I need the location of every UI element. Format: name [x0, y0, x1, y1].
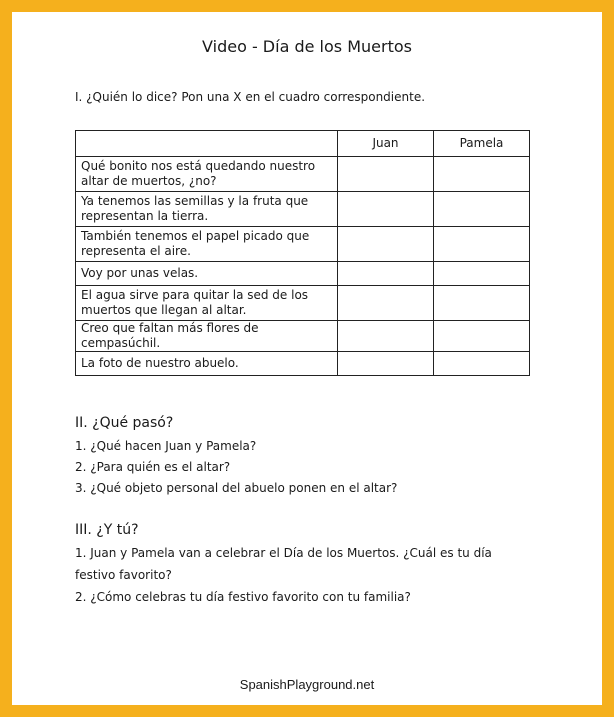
juan-checkbox-cell[interactable] [338, 286, 434, 321]
table-header-pamela: Pamela [434, 131, 530, 157]
page-title: Video - Día de los Muertos [202, 37, 412, 56]
quote-cell: Voy por unas velas. [76, 262, 338, 286]
pamela-checkbox-cell[interactable] [434, 192, 530, 227]
table-row [76, 321, 530, 352]
section-three-heading: III. ¿Y tú? [75, 522, 139, 538]
juan-checkbox-cell[interactable] [338, 192, 434, 227]
who-says-it-table [75, 130, 530, 376]
quote-cell: Qué bonito nos está quedando nuestro altar de muertos, ¿no? [76, 157, 338, 192]
table-header-row [76, 131, 530, 157]
pamela-checkbox-cell[interactable] [434, 227, 530, 262]
table-row [76, 352, 530, 376]
section-two-heading: II. ¿Qué pasó? [75, 415, 174, 431]
quote-cell: La foto de nuestro abuelo. [76, 352, 338, 376]
pamela-checkbox-cell[interactable] [434, 157, 530, 192]
footer-site-link[interactable]: SpanishPlayground.net [239, 677, 375, 692]
question-item: 1. Juan y Pamela van a celebrar el Día de los Muertos. ¿Cuál es tu día festivo favorito? [75, 546, 492, 582]
pamela-checkbox-cell[interactable] [434, 321, 530, 352]
table-row [76, 157, 530, 192]
table-header-quote [76, 131, 338, 157]
table-row [76, 192, 530, 227]
section-one-heading: I. ¿Quién lo dice? Pon una X en el cuadro correspondiente. [75, 90, 426, 104]
pamela-checkbox-cell[interactable] [434, 286, 530, 321]
quote-cell: Creo que faltan más flores de cempasúchil. [76, 321, 338, 352]
juan-checkbox-cell[interactable] [338, 352, 434, 376]
table-row [76, 286, 530, 321]
juan-checkbox-cell[interactable] [338, 157, 434, 192]
pamela-checkbox-cell[interactable] [434, 262, 530, 286]
juan-checkbox-cell[interactable] [338, 321, 434, 352]
table-row [76, 262, 530, 286]
question-item: 2. ¿Cómo celebras tu día festivo favorito con tu familia? [75, 590, 411, 604]
question-item: 2. ¿Para quién es el altar? [75, 460, 231, 474]
quote-cell: Ya tenemos las semillas y la fruta que representan la tierra. [76, 192, 338, 227]
quote-cell: También tenemos el papel picado que representa el aire. [76, 227, 338, 262]
question-item: 1. ¿Qué hacen Juan y Pamela? [75, 439, 257, 453]
quote-cell: El agua sirve para quitar la sed de los muertos que llegan al altar. [76, 286, 338, 321]
pamela-checkbox-cell[interactable] [434, 352, 530, 376]
table-header-juan: Juan [338, 131, 434, 157]
table-row [76, 227, 530, 262]
juan-checkbox-cell[interactable] [338, 227, 434, 262]
juan-checkbox-cell[interactable] [338, 262, 434, 286]
question-item: 3. ¿Qué objeto personal del abuelo ponen en el altar? [75, 481, 398, 495]
